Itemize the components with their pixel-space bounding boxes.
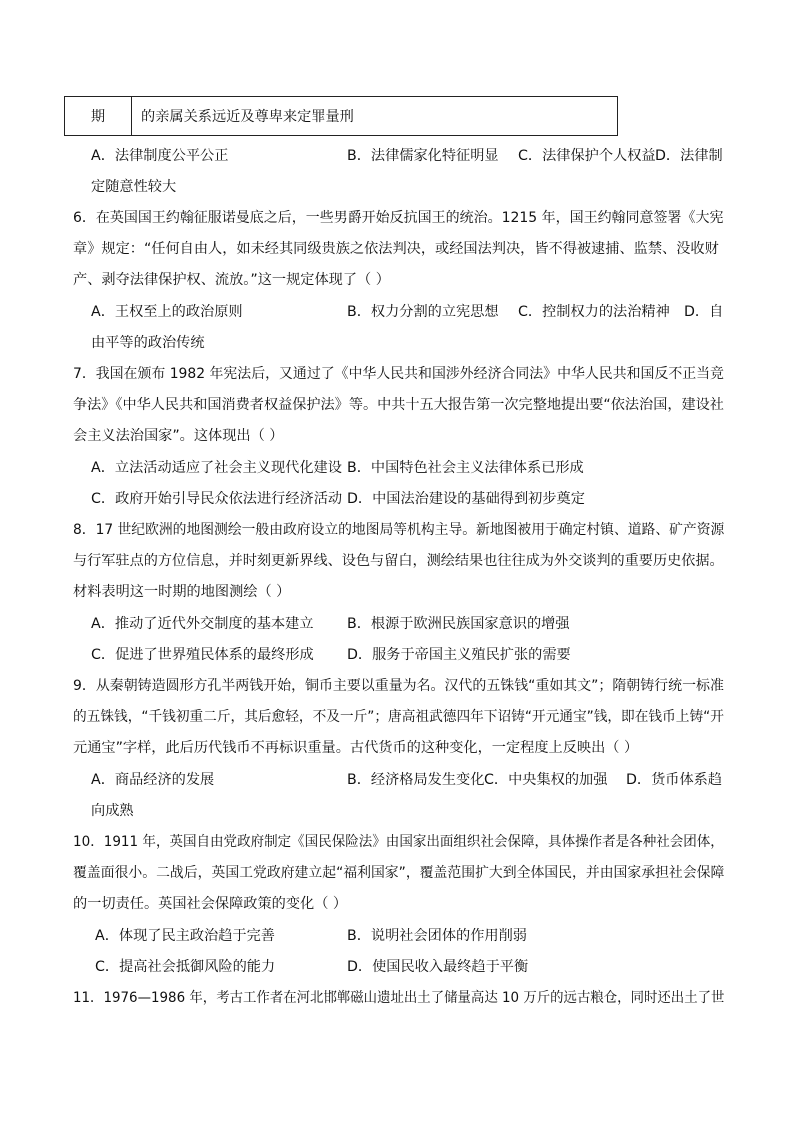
q5-option-c: C．法律保护个人权益 [518,148,656,164]
q6-option-b: B．权力分割的立宪思想 [347,304,499,320]
q9-option-a: A．商品经济的发展 [91,772,215,788]
q10-stem-line3: 的一切责任。英国社会保障政策的变化（ ） [73,896,348,912]
q7-option-c: C．政府开始引导民众依法进行经济活动 [91,491,343,507]
q9-option-d: D．货币体系趋 [626,772,723,788]
q9-stem-line1: 9．从秦朝铸造圆形方孔半两钱开始，铜币主要以重量为名。汉代的五铢钱“重如其文”；隋朝铸行统一标准 [73,678,724,694]
q6-stem-line3: 产、剥夺法律保护权、流放。”这一规定体现了（ ） [73,272,390,288]
q11-stem-line1: 11．1976—1986 年，考古工作者在河北邯郸磁山遗址出土了储量高达 10 万斤的远古粮仓，同时还出土了世 [73,990,725,1006]
q9-option-d-cont: 向成熟 [91,803,134,819]
q8-option-b: B．根源于欧洲民族国家意识的增强 [347,616,570,632]
q9-option-b: B．经济格局发生变化 [347,772,485,788]
q7-option-a: A．立法活动适应了社会主义现代化建设 [91,460,342,476]
q7-stem-line2: 争法》《中华人民共和国消费者权益保护法》等。中共十五大报告第一次完整地提出要“依法治国，建设社 [73,397,724,413]
q8-stem-line1: 8．17 世纪欧洲的地图测绘一般由政府设立的地图局等机构主导。新地图被用于确定村镇、道路、矿产资源 [73,522,725,538]
table-left-cell: 期 [90,109,106,125]
q9-option-c: C．中央集权的加强 [484,772,608,788]
q6-option-a: A．王权至上的政治原则 [91,304,243,320]
q10-stem-line1: 10．1911 年，英国自由党政府制定《国民保险法》由国家出面组织社会保障，具体操作者是各种社会团体， [73,834,724,850]
q8-option-a: A．推动了近代外交制度的基本建立 [91,616,314,632]
q7-option-d: D．中国法治建设的基础得到初步奠定 [347,491,585,507]
q10-option-b: B．说明社会团体的作用削弱 [347,928,527,944]
q8-option-c: C．促进了世界殖民体系的最终形成 [91,647,314,663]
q8-stem-line3: 材料表明这一时期的地图测绘（ ） [73,584,291,600]
q8-stem-line2: 与行军驻点的方位信息，并时刻更新界线、设色与留白，测绘结果也往往成为外交谈判的重要历史依据。 [73,553,724,569]
q8-option-d: D．服务于帝国主义殖民扩张的需要 [347,647,571,663]
q6-option-d-cont: 由平等的政治传统 [91,335,205,351]
q9-stem-line2: 的五铢钱，“千钱初重二斤，其后愈轻，不及一斤”；唐高祖武德四年下诏铸“开元通宝”钱，即在钱币上铸“开 [73,709,724,725]
q5-option-b: B．法律儒家化特征明显 [347,148,499,164]
table-fragment [64,96,618,136]
q5-option-d: D．法律制 [655,148,723,164]
table-right-cell: 的亲属关系远近及尊卑来定罪量刑 [141,109,354,125]
q5-option-a: A．法律制度公平公正 [91,148,229,164]
q10-stem-line2: 覆盖面很小。二战后，英国工党政府建立起“福利国家”，覆盖范围扩大到全体国民，并由国家承担社会保障 [73,865,725,881]
q7-option-b: B．中国特色社会主义法律体系已形成 [347,460,584,476]
q5-option-d-cont: 定随意性较大 [91,179,177,195]
q10-option-d: D．使国民收入最终趋于平衡 [347,959,529,975]
q6-stem-line2: 章》规定：“任何自由人，如未经其同级贵族之依法判决，或经国法判决，皆不得被逮捕、监禁、没收财 [73,241,719,257]
q9-stem-line3: 元通宝”字样，此后历代钱币不再标识重量。古代货币的这种变化，一定程度上反映出（ ） [73,740,639,756]
table-divider [131,97,132,135]
q6-option-d: D．自 [684,304,724,320]
q7-stem-line3: 会主义法治国家”。这体现出（ ） [73,428,284,444]
q10-option-c: C．提高社会抵御风险的能力 [95,959,276,975]
q7-stem-line1: 7．我国在颁布 1982 年宪法后，又通过了《中华人民共和国涉外经济合同法》中华人民共和国反不正当竞 [73,366,724,382]
q6-option-c: C．控制权力的法治精神 [518,304,670,320]
q10-option-a: A．体现了民主政治趋于完善 [95,928,275,944]
q6-stem-line1: 6．在英国国王约翰征服诺曼底之后，一些男爵开始反抗国王的统治。1215 年，国王约翰同意签署《大宪 [73,210,724,226]
